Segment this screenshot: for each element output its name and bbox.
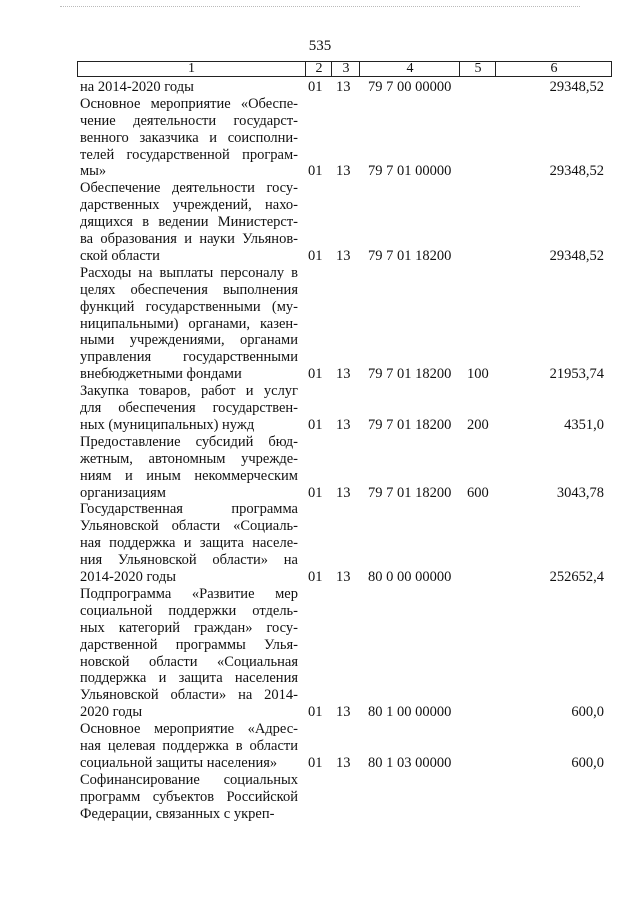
target-article-code: 79 7 01 00000 [368, 163, 452, 180]
column-header-4: 4 [359, 62, 460, 76]
scan-artifact [60, 6, 580, 11]
subsection-code: 13 [336, 163, 351, 180]
section-code: 01 [308, 416, 323, 433]
section-code: 01 [308, 247, 323, 264]
section-code: 01 [308, 163, 323, 180]
description-line: ных категорий граждан» госу- [80, 619, 298, 636]
table-body [0, 79, 640, 823]
row-description [80, 180, 298, 264]
description-line: чение деятельности государст- [80, 112, 298, 129]
description-line: ской области [80, 247, 160, 264]
target-article-code: 80 1 00 00000 [368, 704, 452, 721]
description-line: функций государственными (му- [80, 298, 298, 315]
description-line: Обеспечение деятельности госу- [80, 180, 298, 197]
description-line: дарственной программы Улья- [80, 636, 298, 653]
description-line: дарственных учреждений, нахо- [80, 197, 298, 214]
description-line: Федерации, связанных с укреп- [80, 805, 275, 822]
amount-value: 600,0 [571, 754, 604, 771]
target-article-code: 79 7 01 18200 [368, 416, 452, 433]
description-line: Ульяновской области» на 2014- [80, 687, 298, 704]
description-line: Основное мероприятие «Обеспе- [80, 95, 298, 112]
description-line: социальной защиты населения» [80, 754, 278, 771]
table-header-row [77, 61, 612, 77]
target-article-code: 79 7 01 18200 [368, 247, 452, 264]
description-line: ная целевая поддержка в области [80, 738, 298, 755]
description-line: Закупка товаров, работ и услуг [80, 383, 298, 400]
section-code: 01 [308, 78, 323, 95]
table-row [0, 434, 640, 502]
page-number: 535 [308, 38, 332, 54]
amount-value: 29348,52 [549, 247, 604, 264]
row-description [80, 434, 298, 502]
subsection-code: 13 [336, 754, 351, 771]
subsection-code: 13 [336, 366, 351, 383]
description-line: Расходы на выплаты персоналу в [80, 264, 298, 281]
section-code: 01 [308, 569, 323, 586]
target-article-code: 79 7 00 00000 [368, 78, 452, 95]
table-row [0, 265, 640, 383]
amount-value: 252652,4 [549, 569, 604, 586]
section-code: 01 [308, 484, 323, 501]
description-line: поддержка и защита населения [80, 670, 298, 687]
row-description [80, 721, 298, 772]
description-line: целях обеспечения выполнения [80, 281, 298, 298]
table-row [0, 180, 640, 265]
description-line: 2020 годы [80, 704, 143, 721]
amount-value: 4351,0 [564, 416, 604, 433]
target-article-code: 79 7 01 18200 [368, 366, 452, 383]
row-description [80, 265, 298, 383]
description-line: ва образования и науки Ульянов- [80, 231, 298, 248]
description-line: ния Ульяновской области» на [80, 552, 298, 569]
row-description [80, 96, 298, 180]
description-line: внебюджетными фондами [80, 366, 242, 383]
section-code: 01 [308, 366, 323, 383]
description-line: Государственная программа [80, 501, 298, 518]
subsection-code: 13 [336, 704, 351, 721]
target-article-code: 79 7 01 18200 [368, 484, 452, 501]
description-line: жетным, автономным учрежде- [80, 450, 298, 467]
description-line: телей государственной програм- [80, 146, 298, 163]
table-row [0, 501, 640, 586]
description-line: мы» [80, 163, 107, 180]
description-line: управления государственными [80, 349, 298, 366]
subsection-code: 13 [336, 247, 351, 264]
description-line: 2014-2020 годы [80, 569, 176, 586]
description-line: дящихся в ведении Министерст- [80, 214, 298, 231]
column-header-6: 6 [495, 62, 612, 76]
description-line: для обеспечения государствен- [80, 400, 298, 417]
amount-value: 21953,74 [549, 366, 604, 383]
description-line: программ субъектов Российской [80, 788, 298, 805]
column-header-3: 3 [331, 62, 360, 76]
amount-value: 3043,78 [556, 484, 604, 501]
description-line: новской области «Социальная [80, 653, 298, 670]
section-code: 01 [308, 704, 323, 721]
description-line: Ульяновской области «Социаль- [80, 518, 298, 535]
column-header-2: 2 [305, 62, 332, 76]
description-line: Основное мероприятие «Адрес- [80, 721, 298, 738]
table-row [0, 383, 640, 434]
amount-value: 29348,52 [549, 78, 604, 95]
description-line: на 2014-2020 годы [80, 79, 194, 95]
description-line: Софинансирование социальных [80, 771, 298, 788]
description-line: ниям и иным некоммерческим [80, 467, 298, 484]
row-description [80, 501, 298, 585]
expense-type-code: 200 [467, 416, 489, 433]
subsection-code: 13 [336, 416, 351, 433]
subsection-code: 13 [336, 569, 351, 586]
column-header-5: 5 [459, 62, 496, 76]
description-line: ниципальными) органами, казен- [80, 315, 298, 332]
table-row [0, 772, 640, 823]
target-article-code: 80 0 00 00000 [368, 569, 452, 586]
row-description [80, 383, 298, 434]
description-line: социальной поддержки отдель- [80, 602, 298, 619]
table-row [0, 721, 640, 772]
expense-type-code: 600 [467, 484, 489, 501]
column-header-1: 1 [188, 61, 195, 76]
amount-value: 29348,52 [549, 163, 604, 180]
description-line: Подпрограмма «Развитие мер [80, 585, 298, 602]
description-line: ными учреждениями, органами [80, 332, 298, 349]
table-row [0, 96, 640, 181]
target-article-code: 80 1 03 00000 [368, 754, 452, 771]
description-line: Предоставление субсидий бюд- [80, 433, 298, 450]
subsection-code: 13 [336, 484, 351, 501]
table-row [0, 79, 640, 96]
row-description [80, 772, 298, 823]
row-description [80, 586, 298, 721]
description-line: ных (муниципальных) нужд [80, 416, 255, 433]
row-description [80, 79, 298, 96]
description-line: ная поддержка и защита населе- [80, 535, 298, 552]
description-line: организациям [80, 484, 166, 501]
description-line: венного заказчика и соисполни- [80, 129, 298, 146]
subsection-code: 13 [336, 78, 351, 95]
amount-value: 600,0 [571, 704, 604, 721]
table-row [0, 586, 640, 721]
expense-type-code: 100 [467, 366, 489, 383]
section-code: 01 [308, 754, 323, 771]
